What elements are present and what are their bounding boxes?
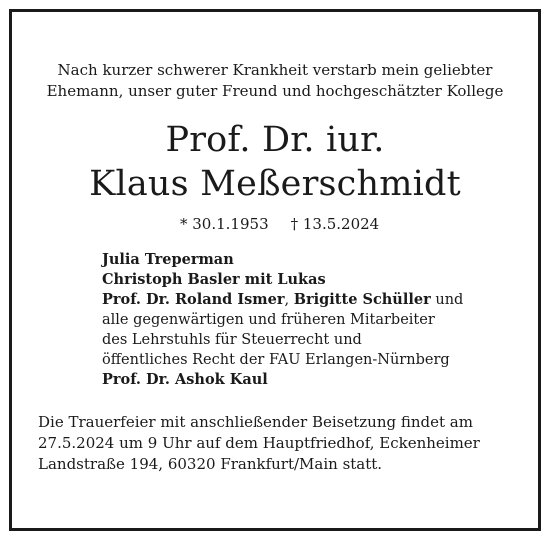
mourner-name: Prof. Dr. Roland Ismer: [102, 291, 285, 308]
deceased-name: Klaus Meßerschmidt: [89, 164, 461, 204]
death-date: † 13.5.2024: [290, 215, 380, 233]
mourner-line: Julia Treperman: [102, 251, 234, 268]
intro-line: Nach kurzer schwerer Krankheit verstarb mein geliebter: [57, 61, 493, 79]
life-dates: [180, 214, 379, 234]
deceased-title: Prof. Dr. iur.: [165, 120, 385, 160]
mourner-name: Brigitte Schüller: [293, 291, 431, 308]
mourners-list: [102, 250, 463, 390]
funeral-line: 27.5.2024 um 9 Uhr auf dem Hauptfriedhof, Eckenheimer: [38, 434, 480, 452]
conjunction: und: [430, 292, 464, 308]
birth-date: * 30.1.1953: [180, 215, 269, 233]
mourner-line: Christoph Basler mit Lukas: [102, 271, 326, 288]
deceased-name-block: [0, 118, 550, 206]
funeral-line: Landstraße 194, 60320 Frankfurt/Main statt.: [38, 455, 383, 473]
funeral-info: [38, 412, 480, 475]
intro-line: Ehemann, unser guter Freund und hochgeschätzter Kollege: [46, 82, 504, 100]
funeral-line: Die Trauerfeier mit anschließender Beisetzung findet am: [38, 413, 473, 431]
mourner-line: Prof. Dr. Ashok Kaul: [102, 371, 268, 388]
mourner-line: des Lehrstuhls für Steuerrecht und: [102, 332, 362, 348]
intro-text: [0, 60, 550, 102]
separator: ,: [284, 292, 294, 308]
mourner-line: alle gegenwärtigen und früheren Mitarbeiter: [102, 312, 435, 328]
mourner-line: [102, 290, 463, 310]
mourner-line: öffentliches Recht der FAU Erlangen-Nürnberg: [102, 352, 450, 368]
